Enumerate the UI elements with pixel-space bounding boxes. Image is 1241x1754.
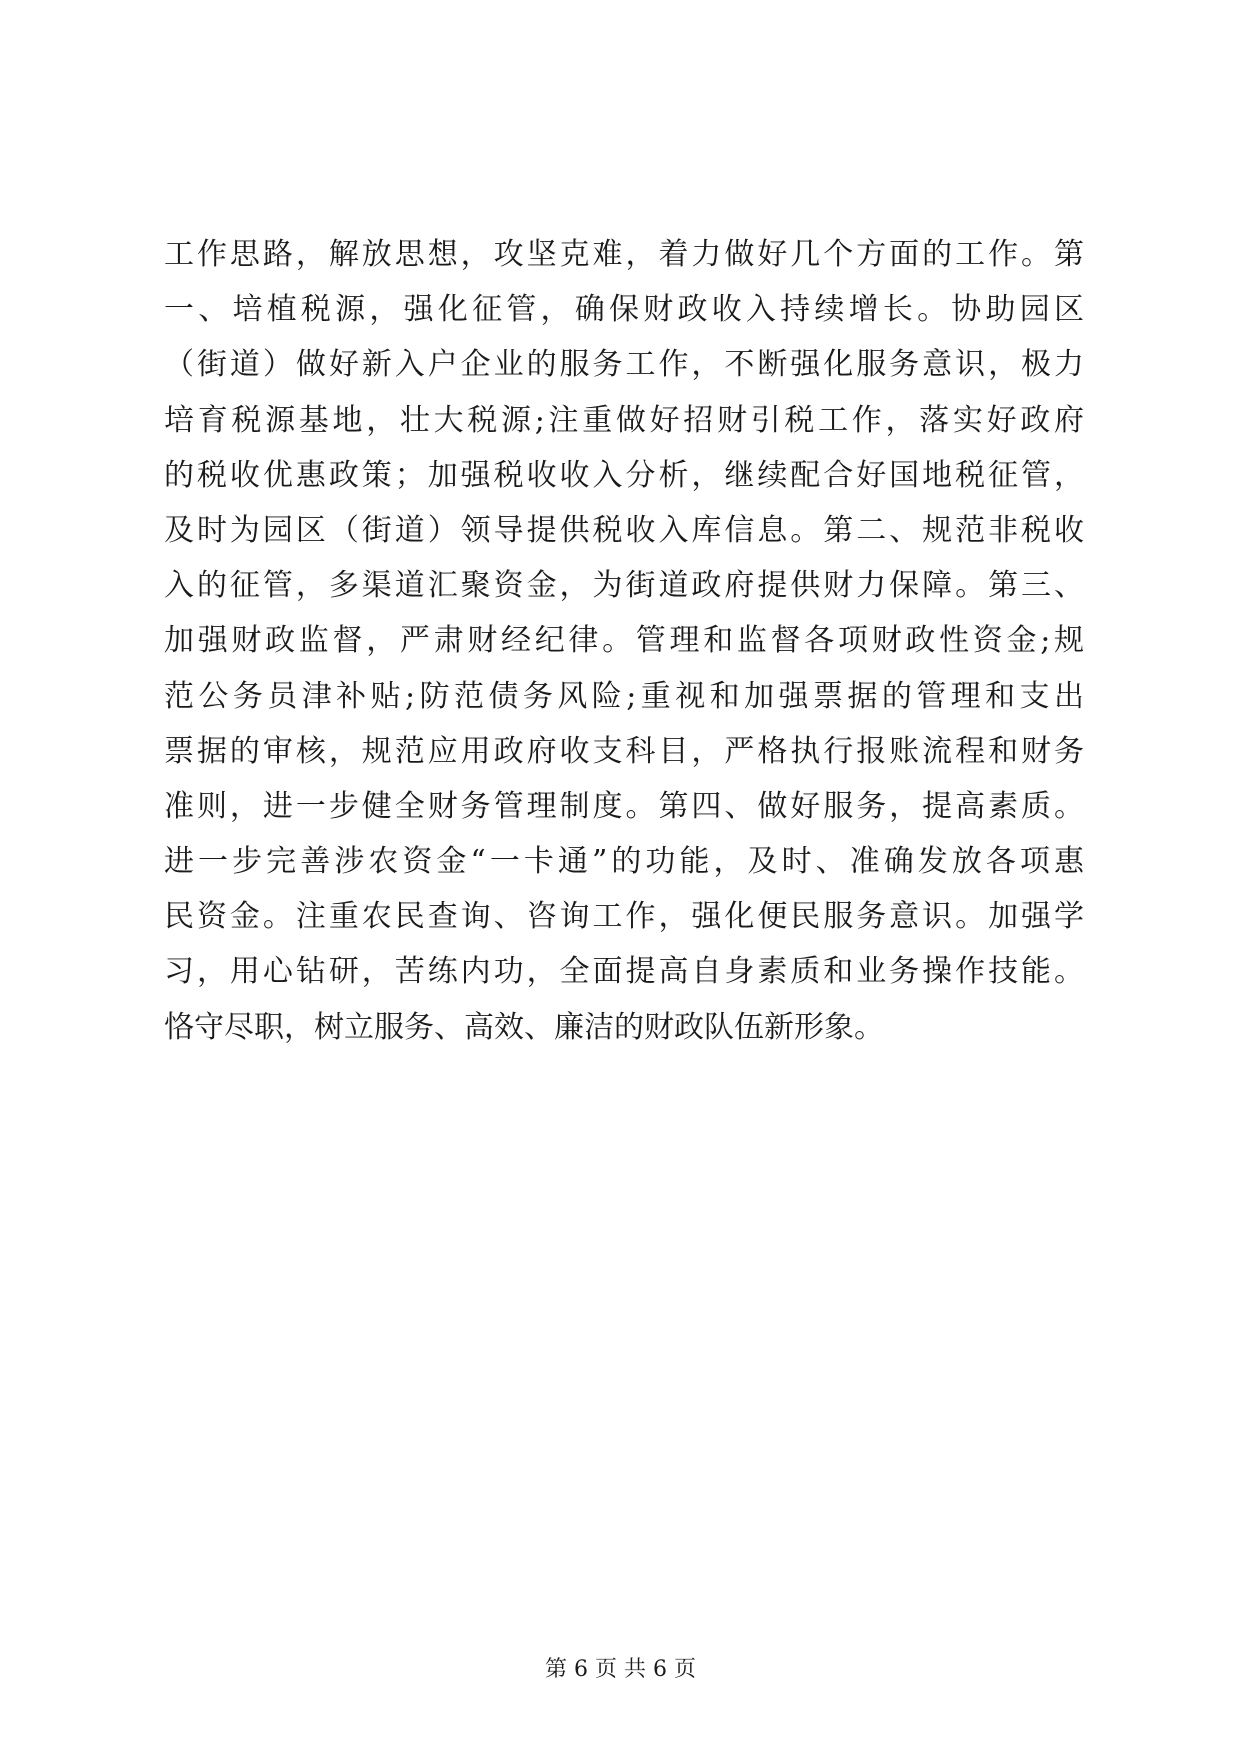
text-line: （街道）做好新入户企业的服务工作，不断强化服务意识，极力 <box>164 347 1084 383</box>
text-line: 入的征管，多渠道汇聚资金，为街道政府提供财力保障。第三、 <box>164 568 1084 604</box>
text-line: 民资金。注重农民查询、咨询工作，强化便民服务意识。加强学 <box>164 899 1084 935</box>
text-line: 及时为园区（街道）领导提供税收入库信息。第二、规范非税收 <box>164 512 1084 548</box>
text-line: 一、培植税源，强化征管，确保财政收入持续增长。协助园区 <box>164 292 1084 328</box>
page-number-footer: 第 6 页 共 6 页 <box>545 1657 696 1682</box>
text-line: 票据的审核，规范应用政府收支科目，严格执行报账流程和财务 <box>164 733 1084 769</box>
body-text <box>164 227 1084 1055</box>
text-line: 范公务员津补贴;防范债务风险;重视和加强票据的管理和支出 <box>164 678 1084 714</box>
text-line: 恪守尽职，树立服务、高效、廉洁的财政队伍新形象。 <box>164 1009 884 1045</box>
text-line: 加强财政监督，严肃财经纪律。管理和监督各项财政性资金;规 <box>164 623 1084 659</box>
text-line: 进一步完善涉农资金“一卡通”的功能，及时、准确发放各项惠 <box>164 844 1084 880</box>
text-line: 工作思路，解放思想，攻坚克难，着力做好几个方面的工作。第 <box>164 237 1084 272</box>
text-line: 准则，进一步健全财务管理制度。第四、做好服务，提高素质。 <box>164 788 1084 824</box>
text-line: 的税收优惠政策；加强税收收入分析，继续配合好国地税征管， <box>164 457 1084 493</box>
text-line: 培育税源基地，壮大税源;注重做好招财引税工作，落实好政府 <box>164 402 1084 438</box>
text-line: 习，用心钻研，苦练内功，全面提高自身素质和业务操作技能。 <box>164 954 1084 990</box>
